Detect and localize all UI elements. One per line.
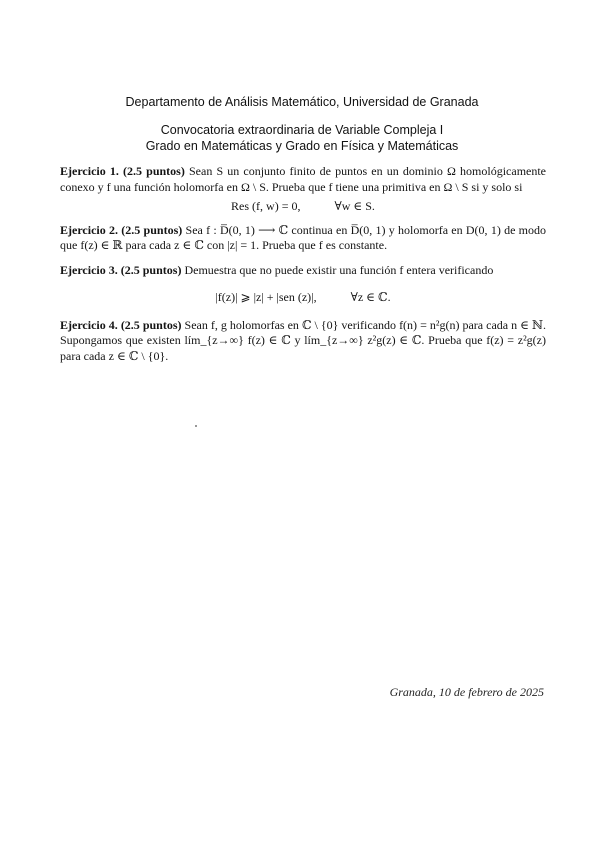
exercise-1-formula: [60, 199, 546, 215]
exercise-1-points: (2.5 puntos): [123, 164, 185, 178]
exercise-2-label: Ejercicio 2.: [60, 222, 119, 237]
exercise-3-formula: [60, 290, 546, 306]
exercise-3-label: Ejercicio 3.: [60, 262, 118, 277]
exercise-4-text: Sean f, g holomorfas en ℂ \ {0} verificando f(n) = n²g(n) para cada n ∈ ℕ. Supongamos que existen lím_{z→∞} f(z) ∈ ℂ y lím_{z→∞} z²g(z) ∈ ℂ. Prueba que f(z) = z²g(z) para cada z ∈ ℂ \ {0}.: [60, 317, 547, 363]
department-heading: Departamento de Análisis Matemático, Universidad de Granada: [125, 95, 479, 109]
exercise-1-text: Sean S un conjunto finito de puntos en un dominio Ω homológicamente conexo y f una función holomorfa en Ω \ S. Prueba que f tiene una primitiva en Ω \ S si y solo si: [60, 164, 547, 194]
exercise-4-label: Ejercicio 4.: [60, 317, 118, 332]
scan-speck: [195, 425, 197, 427]
place-date: Granada, 10 de febrero de 2025: [389, 685, 544, 699]
exercise-1-label: Ejercicio 1.: [60, 164, 119, 178]
exercise-1: [60, 164, 546, 195]
exercise-3: [60, 263, 546, 279]
exercise-3-points: (2.5 puntos): [120, 262, 182, 277]
exercise-4-points: (2.5 puntos): [120, 317, 182, 332]
exercise-list: [60, 164, 546, 364]
degree-line: Grado en Matemáticas y Grado en Física y Matemáticas: [145, 139, 459, 153]
exercise-2-points: (2.5 puntos): [121, 222, 183, 237]
exercise-1-formula-left: Res (f, w) = 0,: [231, 199, 301, 213]
exercise-3-formula-right: ∀z ∈ ℂ.: [350, 290, 391, 304]
exercise-2-text: Sea f : D̅(0, 1) ⟶ ℂ continua en D̅(0, 1) y holomorfa en D(0, 1) de modo que f(z) ∈ ℝ para cada z ∈ ℂ con |z| = 1. Prueba que f es constante.: [60, 222, 546, 252]
exam-title: Convocatoria extraordinaria de Variable Compleja I: [160, 123, 444, 137]
exercise-3-text: Demuestra que no puede existir una función f entera verificando: [184, 262, 494, 277]
exercise-3-formula-left: |f(z)| ⩾ |z| + |sen (z)|,: [215, 290, 317, 304]
exercise-1-formula-right: ∀w ∈ S.: [334, 199, 375, 213]
exercise-4: [60, 318, 546, 365]
exercise-2: [60, 223, 546, 254]
